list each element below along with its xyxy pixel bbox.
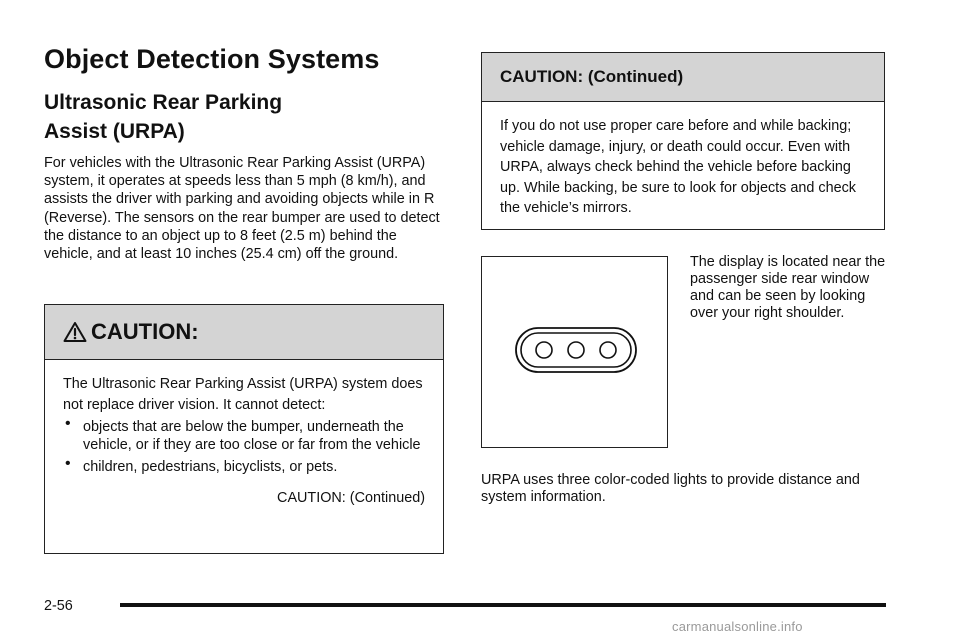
caution-bullet: • children, pedestrians, bicyclists, or pets.: [63, 458, 425, 476]
urpa-light: [536, 342, 552, 358]
left-column: [44, 40, 446, 263]
page-number: 2-56: [44, 598, 73, 614]
section-title: [44, 88, 344, 146]
caution-bullet-list: [63, 418, 425, 476]
caution-box: [44, 304, 444, 554]
caution-continued-header: [482, 53, 884, 102]
urpa-lights-note: URPA uses three color-coded lights to provide distance and system information.: [481, 472, 860, 505]
urpa-light: [600, 342, 616, 358]
caution-bullet: • objects that are below the bumper, underneath the vehicle, or if they are too close or far from the vehicle: [63, 418, 425, 454]
display-location-note: The display is located near the passenger side rear window and can be seen by looking over your right shoulder.: [690, 254, 886, 321]
caution-body: [45, 360, 443, 509]
caution-header: [45, 305, 443, 360]
caution-continued-box: [481, 52, 885, 230]
caution-continued-body: If you do not use proper care before and while backing; vehicle damage, injury, or death could occur. Even with URPA, always check behind the vehicle before backing up. While backing, be sure to look for objects and check the vehicle’s mirrors.: [500, 118, 856, 216]
caution-title: CAUTION:: [91, 319, 199, 344]
watermark: carmanualsonline.info: [672, 619, 803, 634]
intro-paragraph: For vehicles with the Ultrasonic Rear Parking Assist (URPA) system, it operates at speeds less than 5 mph (8 km/h), and assists the driver with parking and avoiding objects while in R (Reverse). The sensors on the rear bumper are used to detect the distance to an object up to 8 feet (2.5 m) behind the vehicle, and at least 10 inches (25.4 cm) off the ground.: [44, 155, 440, 263]
footer-divider: [120, 603, 886, 607]
caution-text: The Ultrasonic Rear Parking Assist (URPA) system does not replace driver vision. It cannot detect:: [63, 376, 423, 413]
section-title-line2: Assist (URPA): [44, 120, 185, 143]
urpa-display-icon: [482, 257, 666, 446]
page-title: Object Detection Systems: [44, 44, 380, 74]
caution-continued-title: CAUTION: (Continued): [500, 67, 684, 86]
caution-continued-label: CAUTION: (Continued): [277, 490, 425, 506]
warning-triangle-icon: [63, 321, 87, 343]
urpa-display-figure: [481, 256, 668, 448]
urpa-light: [568, 342, 584, 358]
section-title-line1: Ultrasonic Rear Parking: [44, 91, 283, 114]
